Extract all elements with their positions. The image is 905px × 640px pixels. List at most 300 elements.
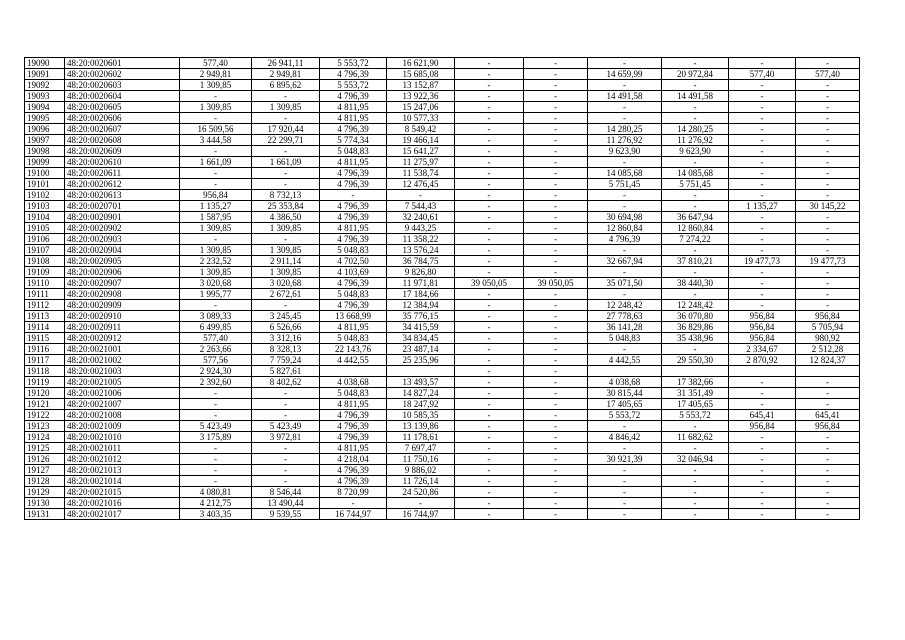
value-col-6-cell: 13 139,86 [387, 421, 455, 432]
value-col-3-cell: 4 212,75 [180, 498, 252, 509]
value-col-12-cell: 30 145,22 [796, 201, 860, 212]
value-col-10-cell: 38 440,30 [662, 278, 729, 289]
row-number-cell: 19121 [25, 399, 65, 410]
value-col-5-cell: 5 048,83 [320, 333, 387, 344]
cadastral-number-cell: 48:20:0020610 [65, 157, 180, 168]
value-col-11-cell: - [729, 289, 796, 300]
value-col-7-cell: - [455, 388, 524, 399]
value-col-4-cell: - [252, 234, 320, 245]
value-col-12-cell: - [796, 487, 860, 498]
value-col-6-cell: 36 784,75 [387, 256, 455, 267]
value-col-5-cell: 5 048,83 [320, 146, 387, 157]
value-col-12-cell: - [796, 399, 860, 410]
cadastral-number-cell: 48:20:0020903 [65, 234, 180, 245]
value-col-4-cell: - [252, 113, 320, 124]
value-col-3-cell: 3 020,68 [180, 278, 252, 289]
value-col-6-cell: 15 247,06 [387, 102, 455, 113]
value-col-12-cell: - [796, 58, 860, 69]
value-col-4-cell: 6 526,66 [252, 322, 320, 333]
value-col-12-cell: - [796, 146, 860, 157]
value-col-7-cell: - [455, 421, 524, 432]
value-col-6-cell: 25 235,96 [387, 355, 455, 366]
value-col-10-cell: 7 274,22 [662, 234, 729, 245]
table-row [25, 146, 860, 157]
row-number-cell: 19096 [25, 124, 65, 135]
value-col-7-cell: - [455, 212, 524, 223]
value-col-8-cell: - [524, 487, 588, 498]
value-col-12-cell: 5 705,94 [796, 322, 860, 333]
row-number-cell: 19109 [25, 267, 65, 278]
value-col-10-cell: 36 829,86 [662, 322, 729, 333]
value-col-9-cell: 17 405,65 [588, 399, 662, 410]
value-col-5-cell: 4 796,39 [320, 124, 387, 135]
table-row [25, 509, 860, 520]
row-number-cell: 19093 [25, 91, 65, 102]
table-row [25, 245, 860, 256]
value-col-6-cell: 34 834,45 [387, 333, 455, 344]
row-number-cell: 19095 [25, 113, 65, 124]
value-col-10-cell: 35 438,96 [662, 333, 729, 344]
value-col-9-cell: 36 141,28 [588, 322, 662, 333]
value-col-4-cell: - [252, 146, 320, 157]
value-col-5-cell: 4 796,39 [320, 201, 387, 212]
value-col-4-cell: - [252, 454, 320, 465]
row-number-cell: 19101 [25, 179, 65, 190]
value-col-9-cell: - [588, 80, 662, 91]
cadastral-number-cell: 48:20:0021008 [65, 410, 180, 421]
value-col-7-cell: - [455, 333, 524, 344]
value-col-7-cell: - [455, 465, 524, 476]
value-col-3-cell: 4 080,81 [180, 487, 252, 498]
row-number-cell: 19107 [25, 245, 65, 256]
value-col-11-cell [729, 366, 796, 377]
value-col-3-cell: 3 403,35 [180, 509, 252, 520]
value-col-4-cell: - [252, 465, 320, 476]
value-col-3-cell: 2 924,30 [180, 366, 252, 377]
value-col-6-cell: 11 971,81 [387, 278, 455, 289]
value-col-11-cell: 956,84 [729, 322, 796, 333]
row-number-cell: 19127 [25, 465, 65, 476]
value-col-12-cell: - [796, 476, 860, 487]
value-col-8-cell: - [524, 69, 588, 80]
value-col-12-cell: - [796, 223, 860, 234]
row-number-cell: 19110 [25, 278, 65, 289]
value-col-8-cell: - [524, 443, 588, 454]
cadastral-number-cell: 48:20:0020604 [65, 91, 180, 102]
value-col-5-cell: 4 103,69 [320, 267, 387, 278]
value-col-10-cell: - [662, 289, 729, 300]
value-col-9-cell: 12 860,84 [588, 223, 662, 234]
value-col-7-cell: - [455, 498, 524, 509]
value-col-9-cell: 14 085,68 [588, 168, 662, 179]
table-row [25, 201, 860, 212]
value-col-6-cell: 16 621,90 [387, 58, 455, 69]
value-col-12-cell: 956,84 [796, 311, 860, 322]
value-col-3-cell: - [180, 476, 252, 487]
value-col-3-cell: 577,40 [180, 58, 252, 69]
value-col-8-cell: - [524, 212, 588, 223]
value-col-11-cell: 956,84 [729, 333, 796, 344]
table-row [25, 157, 860, 168]
value-col-4-cell: - [252, 476, 320, 487]
value-col-10-cell: 9 623,90 [662, 146, 729, 157]
table-row [25, 322, 860, 333]
cadastral-number-cell: 48:20:0020603 [65, 80, 180, 91]
value-col-10-cell: 29 550,30 [662, 355, 729, 366]
value-col-5-cell: 4 796,39 [320, 476, 387, 487]
value-col-5-cell: 4 038,68 [320, 377, 387, 388]
cadastral-number-cell: 48:20:0021014 [65, 476, 180, 487]
value-col-7-cell: - [455, 58, 524, 69]
value-col-11-cell: - [729, 234, 796, 245]
value-col-4-cell: - [252, 399, 320, 410]
value-col-8-cell: 39 050,05 [524, 278, 588, 289]
value-col-4-cell: - [252, 179, 320, 190]
value-col-7-cell: - [455, 179, 524, 190]
value-col-12-cell: - [796, 113, 860, 124]
value-col-5-cell: 4 796,39 [320, 168, 387, 179]
value-col-10-cell: 11 682,62 [662, 432, 729, 443]
value-col-5-cell: 4 811,95 [320, 443, 387, 454]
value-col-7-cell: - [455, 146, 524, 157]
value-col-4-cell: 7 759,24 [252, 355, 320, 366]
cadastral-number-cell: 48:20:0020608 [65, 135, 180, 146]
cadastral-number-cell: 48:20:0021001 [65, 344, 180, 355]
value-col-6-cell: 16 744,97 [387, 509, 455, 520]
value-col-7-cell: - [455, 113, 524, 124]
value-col-5-cell: 16 744,97 [320, 509, 387, 520]
table-row [25, 223, 860, 234]
value-col-10-cell: - [662, 113, 729, 124]
value-col-12-cell: - [796, 443, 860, 454]
row-number-cell: 19098 [25, 146, 65, 157]
value-col-6-cell: - [387, 498, 455, 509]
value-col-12-cell: - [796, 388, 860, 399]
value-col-7-cell: - [455, 366, 524, 377]
value-col-3-cell: 1 995,77 [180, 289, 252, 300]
row-number-cell: 19119 [25, 377, 65, 388]
value-col-3-cell: 2 263,66 [180, 344, 252, 355]
value-col-11-cell: - [729, 509, 796, 520]
value-col-9-cell: 30 921,39 [588, 454, 662, 465]
cadastral-number-cell: 48:20:0020905 [65, 256, 180, 267]
value-col-5-cell: 4 811,95 [320, 102, 387, 113]
value-col-11-cell: - [729, 190, 796, 201]
table-row [25, 421, 860, 432]
value-col-7-cell: - [455, 289, 524, 300]
value-col-5-cell: 13 668,99 [320, 311, 387, 322]
cadastral-number-cell: 48:20:0020909 [65, 300, 180, 311]
value-col-3-cell: - [180, 300, 252, 311]
cadastral-number-cell: 48:20:0021009 [65, 421, 180, 432]
value-col-12-cell: - [796, 190, 860, 201]
value-col-8-cell: - [524, 377, 588, 388]
value-col-4-cell: 1 661,09 [252, 157, 320, 168]
value-col-4-cell: 8 732,13 [252, 190, 320, 201]
value-col-6-cell: - [387, 190, 455, 201]
value-col-5-cell: 4 218,04 [320, 454, 387, 465]
value-col-7-cell: - [455, 124, 524, 135]
value-col-7-cell: - [455, 454, 524, 465]
value-col-3-cell: 2 232,52 [180, 256, 252, 267]
value-col-7-cell: - [455, 476, 524, 487]
value-col-12-cell: - [796, 135, 860, 146]
table-row [25, 91, 860, 102]
value-col-6-cell: 14 827,24 [387, 388, 455, 399]
value-col-11-cell: 577,40 [729, 69, 796, 80]
value-col-7-cell: - [455, 399, 524, 410]
value-col-5-cell: 5 048,83 [320, 388, 387, 399]
value-col-9-cell: - [588, 102, 662, 113]
table-row [25, 58, 860, 69]
cadastral-number-cell: 48:20:0020607 [65, 124, 180, 135]
value-col-4-cell: 1 309,85 [252, 223, 320, 234]
cadastral-number-cell: 48:20:0021002 [65, 355, 180, 366]
row-number-cell: 19100 [25, 168, 65, 179]
value-col-12-cell: 12 824,37 [796, 355, 860, 366]
value-col-7-cell: - [455, 355, 524, 366]
value-col-8-cell: - [524, 476, 588, 487]
table-row [25, 278, 860, 289]
value-col-12-cell: - [796, 289, 860, 300]
value-col-10-cell: 36 070,80 [662, 311, 729, 322]
value-col-9-cell: - [588, 509, 662, 520]
value-col-7-cell: - [455, 443, 524, 454]
value-col-3-cell: - [180, 465, 252, 476]
value-col-3-cell: - [180, 454, 252, 465]
value-col-6-cell: 8 549,42 [387, 124, 455, 135]
value-col-7-cell: - [455, 80, 524, 91]
value-col-10-cell: 5 553,72 [662, 410, 729, 421]
cadastral-number-cell: 48:20:0021010 [65, 432, 180, 443]
value-col-6-cell: 17 184,66 [387, 289, 455, 300]
value-col-3-cell: 1 309,85 [180, 80, 252, 91]
value-col-9-cell: 14 491,58 [588, 91, 662, 102]
value-col-11-cell: - [729, 476, 796, 487]
value-col-5-cell: 4 796,39 [320, 300, 387, 311]
value-col-11-cell: - [729, 223, 796, 234]
value-col-6-cell: 18 247,92 [387, 399, 455, 410]
value-col-4-cell: 5 827,61 [252, 366, 320, 377]
value-col-7-cell: - [455, 91, 524, 102]
value-col-3-cell: - [180, 234, 252, 245]
value-col-12-cell: 645,41 [796, 410, 860, 421]
table-row [25, 454, 860, 465]
value-col-11-cell: 956,84 [729, 421, 796, 432]
row-number-cell: 19108 [25, 256, 65, 267]
value-col-3-cell: - [180, 91, 252, 102]
value-col-3-cell: 3 175,89 [180, 432, 252, 443]
value-col-11-cell: - [729, 300, 796, 311]
value-col-9-cell: - [588, 289, 662, 300]
value-col-4-cell: 8 546,44 [252, 487, 320, 498]
cadastral-number-cell: 48:20:0020609 [65, 146, 180, 157]
value-col-6-cell: 11 726,14 [387, 476, 455, 487]
value-col-8-cell: - [524, 124, 588, 135]
row-number-cell: 19116 [25, 344, 65, 355]
value-col-11-cell: - [729, 465, 796, 476]
value-col-10-cell: - [662, 245, 729, 256]
value-col-5-cell: 5 553,72 [320, 80, 387, 91]
value-col-10-cell: 14 491,58 [662, 91, 729, 102]
row-number-cell: 19103 [25, 201, 65, 212]
value-col-6-cell: 9 443,25 [387, 223, 455, 234]
value-col-5-cell: - [320, 190, 387, 201]
value-col-8-cell: - [524, 245, 588, 256]
value-col-9-cell: 4 038,68 [588, 377, 662, 388]
value-col-8-cell: - [524, 289, 588, 300]
value-col-8-cell: - [524, 333, 588, 344]
value-col-6-cell: 11 178,61 [387, 432, 455, 443]
value-col-5-cell: 5 048,83 [320, 289, 387, 300]
value-col-3-cell: - [180, 168, 252, 179]
value-col-8-cell: - [524, 157, 588, 168]
cadastral-number-cell: 48:20:0020901 [65, 212, 180, 223]
value-col-9-cell: - [588, 465, 662, 476]
value-col-4-cell: 25 353,84 [252, 201, 320, 212]
value-col-6-cell: 13 152,87 [387, 80, 455, 91]
value-col-4-cell: - [252, 91, 320, 102]
row-number-cell: 19097 [25, 135, 65, 146]
cadastral-number-cell: 48:20:0021015 [65, 487, 180, 498]
value-col-10-cell: 14 280,25 [662, 124, 729, 135]
value-col-4-cell: 3 312,16 [252, 333, 320, 344]
value-col-10-cell: - [662, 102, 729, 113]
table-row [25, 443, 860, 454]
value-col-12-cell: - [796, 234, 860, 245]
value-col-10-cell: - [662, 267, 729, 278]
value-col-6-cell: 13 576,24 [387, 245, 455, 256]
value-col-9-cell: 9 623,90 [588, 146, 662, 157]
value-col-3-cell: 1 309,85 [180, 267, 252, 278]
value-col-9-cell [588, 366, 662, 377]
value-col-9-cell: - [588, 267, 662, 278]
row-number-cell: 19129 [25, 487, 65, 498]
cadastral-number-cell: 48:20:0020908 [65, 289, 180, 300]
value-col-11-cell: 2 334,67 [729, 344, 796, 355]
table-row [25, 388, 860, 399]
value-col-9-cell: - [588, 476, 662, 487]
table-row [25, 135, 860, 146]
value-col-7-cell: - [455, 223, 524, 234]
value-col-10-cell: 37 810,21 [662, 256, 729, 267]
value-col-10-cell: - [662, 58, 729, 69]
value-col-8-cell: - [524, 322, 588, 333]
value-col-9-cell: - [588, 498, 662, 509]
value-col-5-cell: 4 796,39 [320, 179, 387, 190]
value-col-6-cell: 10 585,35 [387, 410, 455, 421]
value-col-5-cell: 5 048,83 [320, 245, 387, 256]
value-col-11-cell: - [729, 102, 796, 113]
cadastral-number-cell: 48:20:0021005 [65, 377, 180, 388]
row-number-cell: 19102 [25, 190, 65, 201]
cadastral-number-cell: 48:20:0020606 [65, 113, 180, 124]
value-col-6-cell: 10 577,33 [387, 113, 455, 124]
value-col-12-cell: - [796, 124, 860, 135]
value-col-5-cell: 4 811,95 [320, 322, 387, 333]
value-col-6-cell: 13 493,57 [387, 377, 455, 388]
value-col-10-cell [662, 366, 729, 377]
row-number-cell: 19113 [25, 311, 65, 322]
value-col-12-cell: - [796, 377, 860, 388]
value-col-10-cell: - [662, 476, 729, 487]
value-col-5-cell: 4 702,50 [320, 256, 387, 267]
value-col-11-cell: 2 870,92 [729, 355, 796, 366]
value-col-3-cell: 1 587,95 [180, 212, 252, 223]
value-col-6-cell: 9 826,80 [387, 267, 455, 278]
value-col-12-cell: - [796, 300, 860, 311]
value-col-7-cell: - [455, 311, 524, 322]
value-col-3-cell: 6 499,85 [180, 322, 252, 333]
value-col-9-cell: - [588, 487, 662, 498]
row-number-cell: 19130 [25, 498, 65, 509]
value-col-10-cell: - [662, 190, 729, 201]
value-col-7-cell: - [455, 300, 524, 311]
value-col-10-cell: 11 276,92 [662, 135, 729, 146]
value-col-11-cell: - [729, 388, 796, 399]
value-col-9-cell: - [588, 245, 662, 256]
value-col-5-cell: 4 796,39 [320, 212, 387, 223]
value-col-12-cell: - [796, 454, 860, 465]
row-number-cell: 19112 [25, 300, 65, 311]
value-col-12-cell: - [796, 157, 860, 168]
value-col-8-cell: - [524, 113, 588, 124]
value-col-4-cell: 5 423,49 [252, 421, 320, 432]
value-col-9-cell: - [588, 344, 662, 355]
value-col-3-cell: 1 135,27 [180, 201, 252, 212]
value-col-10-cell: - [662, 421, 729, 432]
value-col-7-cell: - [455, 69, 524, 80]
value-col-4-cell: - [252, 410, 320, 421]
value-col-9-cell: - [588, 157, 662, 168]
value-col-3-cell: 16 509,56 [180, 124, 252, 135]
value-col-4-cell: 3 020,68 [252, 278, 320, 289]
value-col-9-cell: 5 553,72 [588, 410, 662, 421]
value-col-9-cell: 27 778,63 [588, 311, 662, 322]
value-col-8-cell: - [524, 300, 588, 311]
row-number-cell: 19106 [25, 234, 65, 245]
table-row [25, 344, 860, 355]
value-col-8-cell: - [524, 80, 588, 91]
table-row [25, 410, 860, 421]
value-col-3-cell: 577,56 [180, 355, 252, 366]
value-col-6-cell [387, 366, 455, 377]
cadastral-number-cell: 48:20:0020904 [65, 245, 180, 256]
cadastral-number-cell: 48:20:0020907 [65, 278, 180, 289]
table-row [25, 69, 860, 80]
value-col-9-cell: 35 071,50 [588, 278, 662, 289]
value-col-8-cell: - [524, 432, 588, 443]
value-col-6-cell: 35 776,15 [387, 311, 455, 322]
value-col-9-cell: - [588, 421, 662, 432]
table-row [25, 333, 860, 344]
cadastral-number-cell: 48:20:0021017 [65, 509, 180, 520]
value-col-5-cell: 4 796,39 [320, 410, 387, 421]
value-col-11-cell: - [729, 80, 796, 91]
table-row [25, 190, 860, 201]
value-col-5-cell: 5 553,72 [320, 58, 387, 69]
value-col-4-cell: 3 972,81 [252, 432, 320, 443]
value-col-5-cell: 4 796,39 [320, 234, 387, 245]
value-col-11-cell: - [729, 454, 796, 465]
value-col-4-cell: 26 941,11 [252, 58, 320, 69]
value-col-11-cell: 645,41 [729, 410, 796, 421]
cadastral-number-cell: 48:20:0021003 [65, 366, 180, 377]
cadastral-number-cell: 48:20:0021012 [65, 454, 180, 465]
value-col-11-cell: - [729, 498, 796, 509]
cadastral-number-cell: 48:20:0020701 [65, 201, 180, 212]
row-number-cell: 19094 [25, 102, 65, 113]
